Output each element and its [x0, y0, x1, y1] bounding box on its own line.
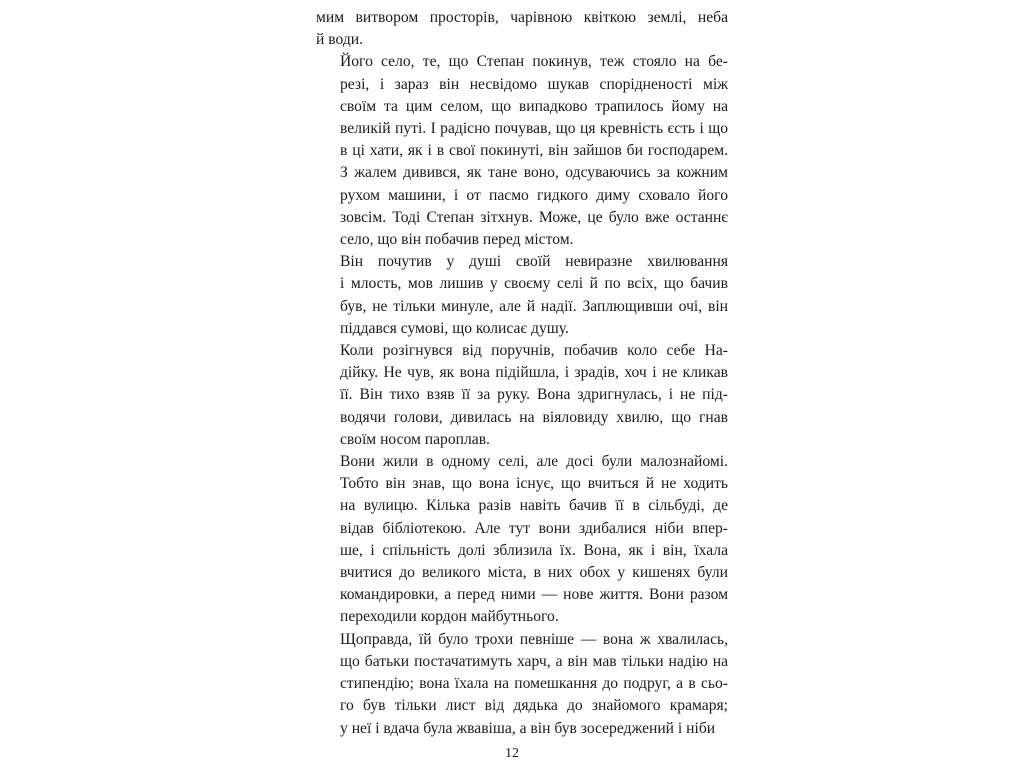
text-line: Він почутив у душі своїй невиразне хвилювання: [340, 253, 728, 271]
text-line: й води.: [316, 31, 364, 49]
text-line: резі, і зараз він несвідомо шукав спорідненостi між: [340, 75, 728, 93]
text-line: стипендію; вона їхала на помешкання до подруг, а в сьо-: [340, 675, 728, 693]
text-line: рухом машини, і от пасмо гидкого диму сховало його: [340, 186, 728, 204]
text-line: у неї і вдача була жвавіша, а він був зосереджений і ніби: [340, 719, 716, 737]
text-line: Коли розігнувся від поручнів, побачив коло себе На-: [340, 342, 728, 360]
text-line: переходили кордон майбутнього.: [340, 608, 559, 626]
text-line: водячи голови, дивилась на віяловиду хвилю, що гнав: [340, 408, 728, 426]
text-line: вчитися до великого міста, в них обох у кишенях були: [340, 564, 728, 582]
paragraph: [316, 451, 728, 629]
text-line: Щоправда, їй було трохи певніше — вона ж хвалилась,: [340, 630, 728, 648]
paragraph: [316, 340, 728, 451]
paragraph: [316, 7, 728, 51]
text-line: був, не тільки минуле, але й надії. Заплющивши очі, він: [340, 297, 728, 315]
paragraph: [316, 629, 728, 740]
text-line: великій путі. І радісно почував, що ця кревність єсть і що: [340, 120, 728, 138]
text-line: дійку. Не чув, як вона підійшла, і зрадів, хоч і не кликав: [340, 364, 728, 382]
text-line: її. Він тихо взяв її за руку. Вона здригнулась, і не під-: [340, 386, 728, 404]
text-line: на вулицю. Кілька разів навіть бачив її в сільбуді, де: [340, 497, 728, 515]
text-line: мим витвором просторів, чарівною квіткою землі, неба: [316, 9, 728, 26]
text-line: село, що він побачив перед містом.: [340, 231, 574, 249]
text-line: го був тільки лист від дядька до знайомого крамаря;: [340, 697, 728, 715]
text-line: піддався сумові, що колисає душу.: [340, 319, 569, 337]
text-line: відав бібліотекою. Але тут вони здибалися ніби впер-: [340, 519, 728, 537]
text-line: командировки, а перед ними — нове життя. Вони разом: [340, 586, 728, 604]
text-line: і млость, мов лишив у своєму селі й по всіх, що бачив: [340, 275, 728, 293]
paragraph: [316, 251, 728, 340]
body-text: [316, 7, 728, 740]
text-line: що батьки постачатимуть харч, а він мав тільки надію на: [340, 652, 728, 670]
paragraph: [316, 51, 728, 251]
text-line: Його село, те, що Степан покинув, теж стояло на бе-: [340, 53, 728, 71]
text-line: Тобто він знав, що вона існує, що вчиться й не ходить: [340, 475, 728, 493]
text-line: в ці хати, як і в свої покинуті, він зайшов би господарем.: [340, 142, 728, 160]
page-number: 12: [505, 746, 519, 761]
text-line: ше, і спільність долі зблизила їх. Вона, як і він, їхала: [340, 541, 728, 559]
text-line: Вони жили в одному селі, але досі були малознайомі.: [340, 453, 728, 471]
text-line: своїм носом пароплав.: [340, 430, 490, 448]
text-line: З жалем дивився, як тане воно, одсуваючись за кожним: [340, 164, 728, 182]
text-line: своїм та цим селом, що випадково трапилось йому на: [340, 97, 728, 115]
text-line: зовсім. Тоді Степан зітхнув. Може, це було вже останнє: [340, 208, 728, 226]
